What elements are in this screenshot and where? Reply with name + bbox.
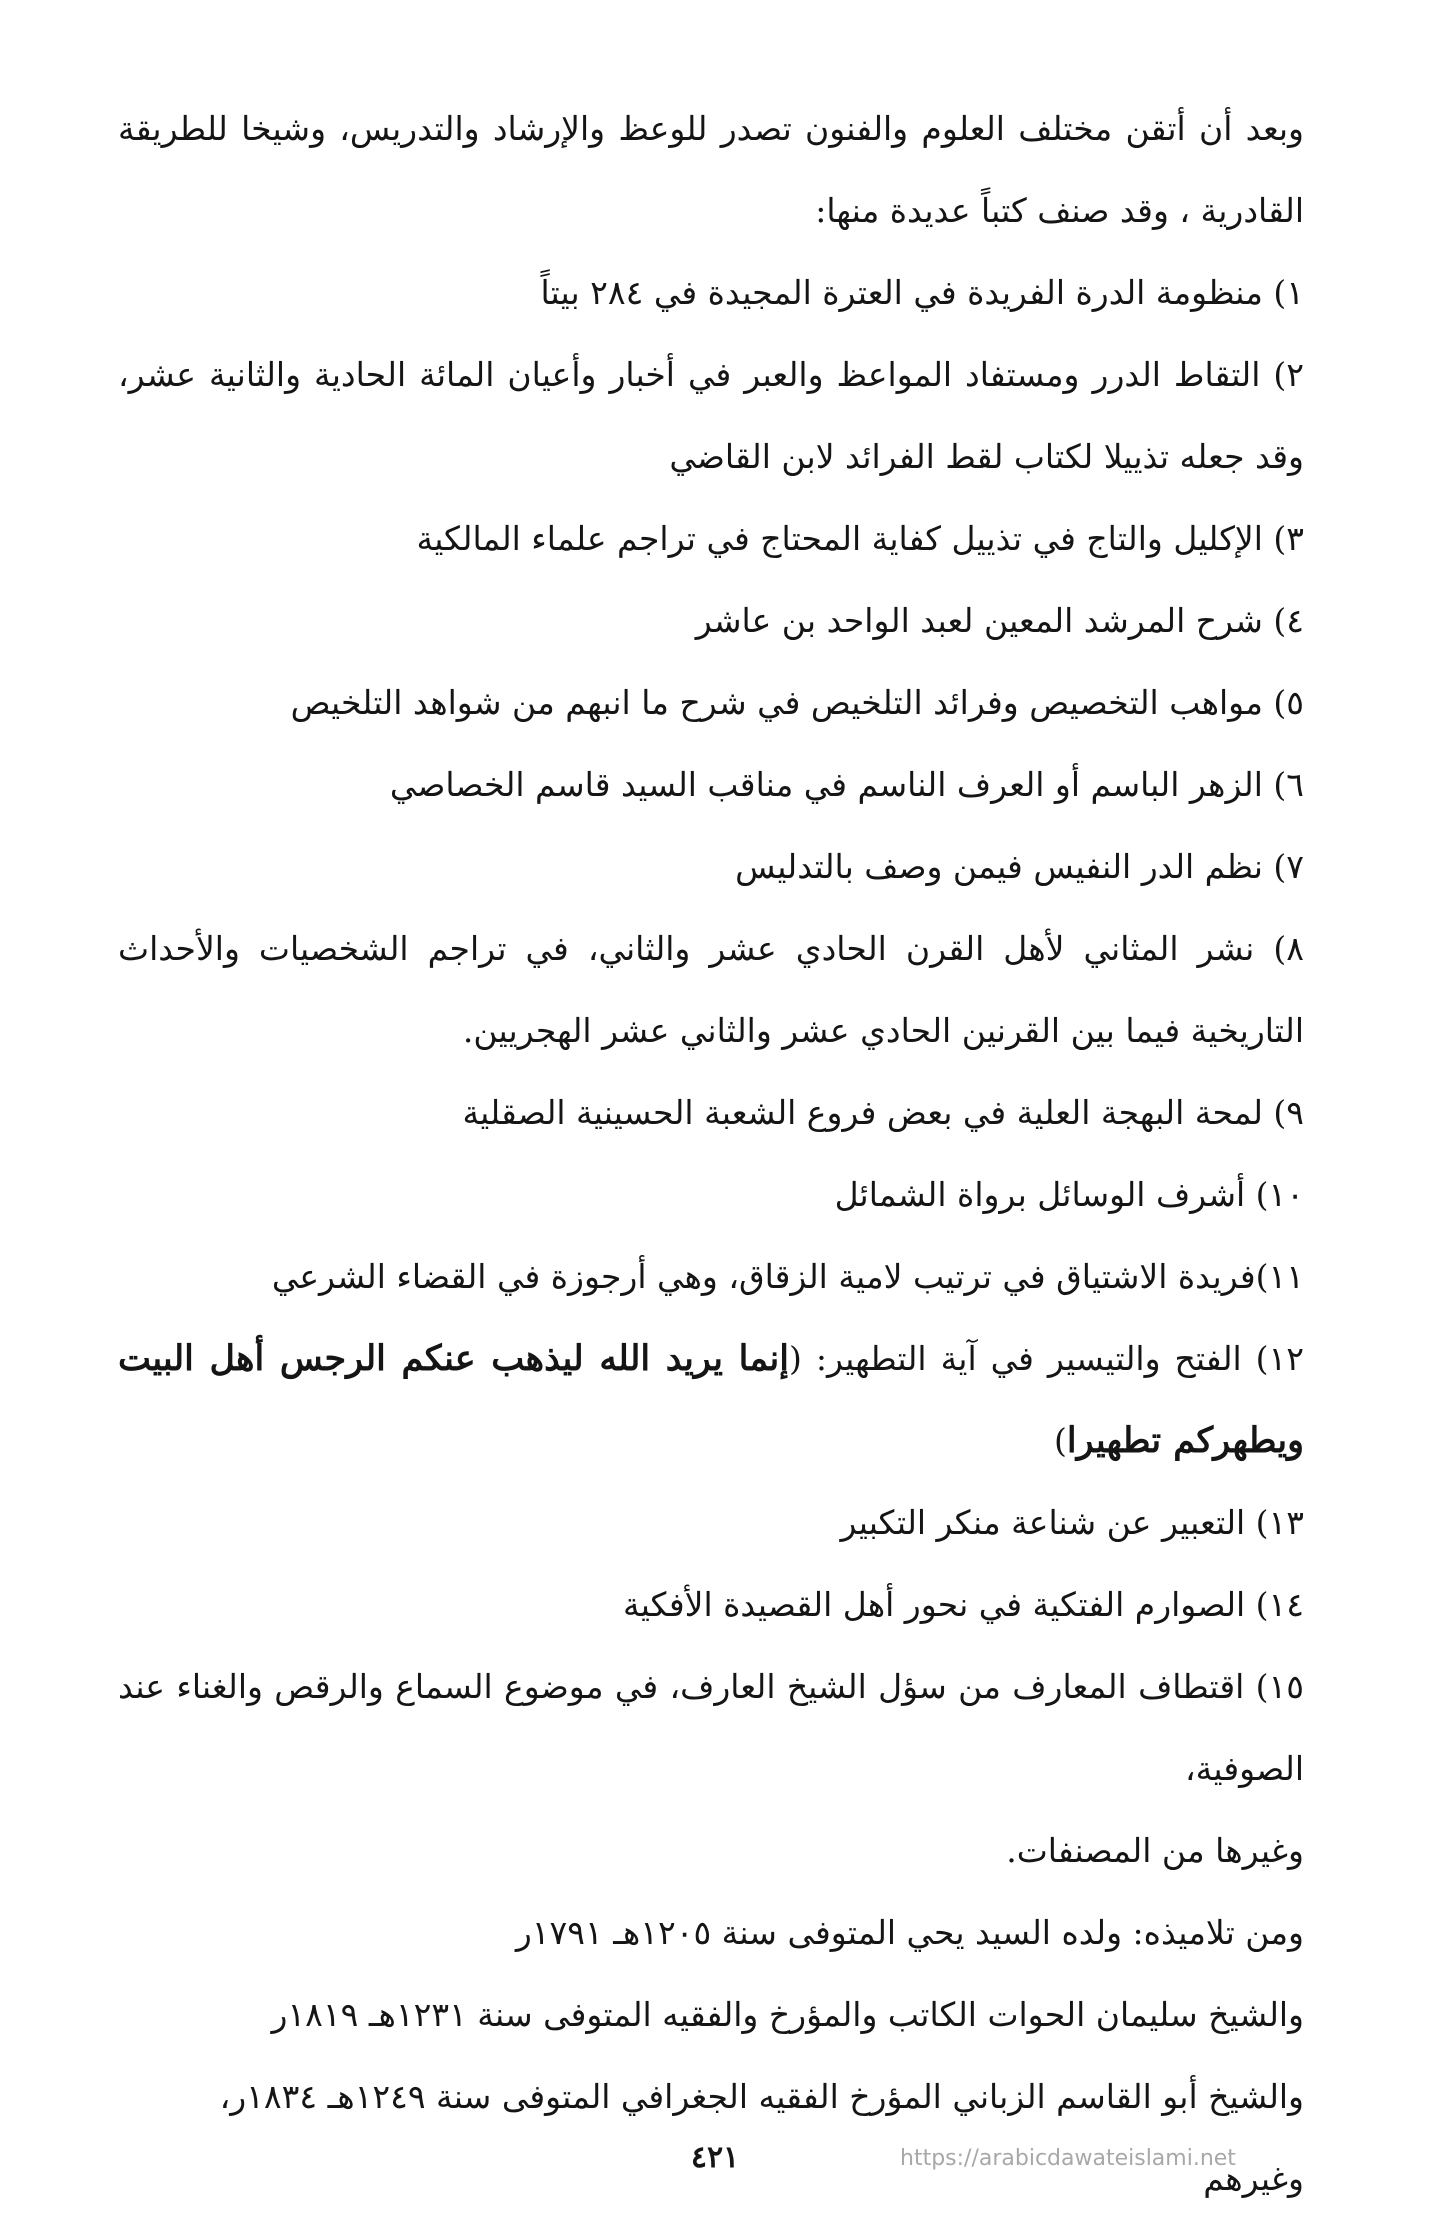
work-item-8: ٨) نشر المثاني لأهل القرن الحادي عشر والثاني، في تراجم الشخصيات والأحداث التاريخية فيما بين القرنين الحادي عشر والثاني عشر الهجريين. (118, 929, 1304, 1050)
intro-paragraph: وبعد أن أتقن مختلف العلوم والفنون تصدر للوعظ والإرشاد والتدريس، وشيخا للطريقة القادرية ، وقد صنف كتباً عديدة منها: (118, 109, 1304, 230)
work-item-12 (118, 1318, 1304, 1482)
work-item-6: ٦) الزهر الباسم أو العرف الناسم في مناقب السيد قاسم الخصاصي (389, 765, 1304, 804)
students-line-1: ومن تلاميذه: ولده السيد يحي المتوفى سنة ١٢٠٥هـ ١٧٩١ر (515, 1913, 1304, 1952)
text-body (118, 88, 1304, 2220)
work-item-4: ٤) شرح المرشد المعين لعبد الواحد بن عاشر (695, 601, 1304, 640)
students-line-3: والشيخ أبو القاسم الزباني المؤرخ الفقيه الجغرافي المتوفى سنة ١٢٤٩هـ ١٨٣٤ر، وغيرهم (219, 2077, 1304, 2198)
work-item-5: ٥) مواهب التخصيص وفرائد التلخيص في شرح ما انبهم من شواهد التلخيص (290, 683, 1304, 722)
quran-quote: إنما يريد الله ليذهب عنكم الرجس أهل البيت ويطهركم تطهيرا (118, 1338, 1304, 1461)
website-watermark: https://arabicdawateislami.net (900, 2146, 1236, 2171)
students-line-2: والشيخ سليمان الحوات الكاتب والمؤرخ والفقيه المتوفى سنة ١٢٣١هـ ١٨١٩ر (271, 1995, 1304, 2034)
work-item-3: ٣) الإكليل والتاج في تذييل كفاية المحتاج في تراجم علماء المالكية (416, 519, 1304, 558)
work-item-1: ١) منظومة الدرة الفريدة في العترة المجيدة في ٢٨٤ بيتاً (540, 273, 1304, 312)
work-item-7: ٧) نظم الدر النفيس فيمن وصف بالتدليس (735, 847, 1304, 886)
work-item-15: ١٥) اقتطاف المعارف من سؤل الشيخ العارف، في موضوع السماع والرقص والغناء عند الصوفية، (118, 1667, 1304, 1788)
work-item-9: ٩) لمحة البهجة العلية في بعض فروع الشعبة الحسينية الصقلية (462, 1093, 1304, 1132)
page-footer (0, 2140, 1454, 2180)
work-item-13: ١٣) التعبير عن شناعة منكر التكبير (840, 1503, 1304, 1542)
work-item-2: ٢) التقاط الدرر ومستفاد المواعظ والعبر في أخبار وأعيان المائة الحادية والثانية عشر، وقد جعله تذييلا لكتاب لقط الفرائد لابن القاضي (118, 355, 1304, 476)
work-item-14: ١٤) الصوارم الفتكية في نحور أهل القصيدة الأفكية (623, 1585, 1304, 1624)
others-line: وغيرها من المصنفات. (1006, 1831, 1304, 1870)
work-item-12-title: ١٢) الفتح والتيسير في آية التطهير: ( (789, 1339, 1304, 1378)
work-item-10: ١٠) أشرف الوسائل برواة الشمائل (834, 1175, 1304, 1214)
work-item-12-close: ) (1054, 1421, 1067, 1460)
work-item-11: ١١)فريدة الاشتياق في ترتيب لامية الزقاق، وهي أرجوزة في القضاء الشرعي (271, 1257, 1304, 1296)
page-number: ٤٢١ (690, 2140, 740, 2175)
